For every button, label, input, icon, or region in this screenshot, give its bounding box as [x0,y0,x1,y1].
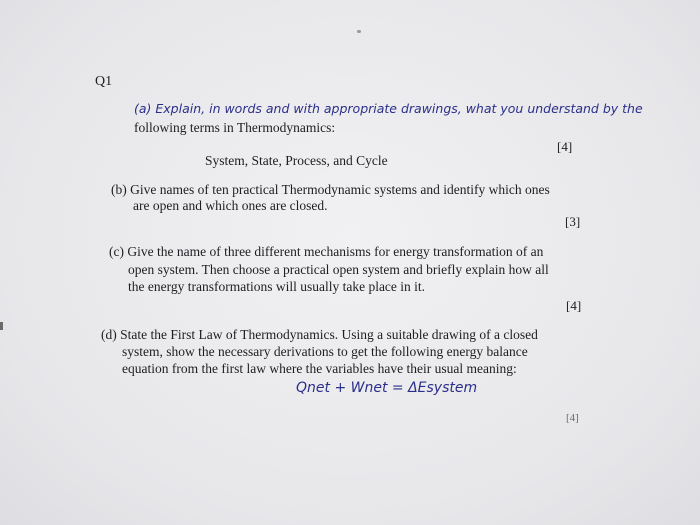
part-c-line1: (c) Give the name of three different mechanisms for energy transformation of an [109,244,544,259]
part-b-mark: [3] [565,214,581,229]
edge-mark [0,322,3,330]
part-a-terms: System, State, Process, and Cycle [205,153,388,168]
part-b-line1: (b) Give names of ten practical Thermodynamic systems and identify which ones [111,182,550,197]
question-number: Q1 [95,74,113,89]
part-d-equation: Qnet + Wnet = ΔEsystem [296,380,478,396]
part-c-line2: open system. Then choose a practical open system and briefly explain how all [128,262,549,277]
part-c-line3: the energy transformations will usually take place in it. [128,279,426,294]
part-d-line2: system, show the necessary derivations to get the following energy balance [122,344,528,359]
part-a-line2: following terms in Thermodynamics: [134,120,336,135]
part-c-mark: [4] [566,298,582,313]
speck [357,30,361,33]
part-a-line1: (a) Explain, in words and with appropriate drawings, what you understand by the [134,101,643,116]
part-d-mark: [4] [566,412,579,424]
part-d-line3: equation from the first law where the variables have their usual meaning: [122,361,517,376]
part-d-line1: (d) State the First Law of Thermodynamics. Using a suitable drawing of a closed [101,327,538,342]
part-b-line2: are open and which ones are closed. [133,198,328,213]
part-a-mark: [4] [557,139,573,154]
